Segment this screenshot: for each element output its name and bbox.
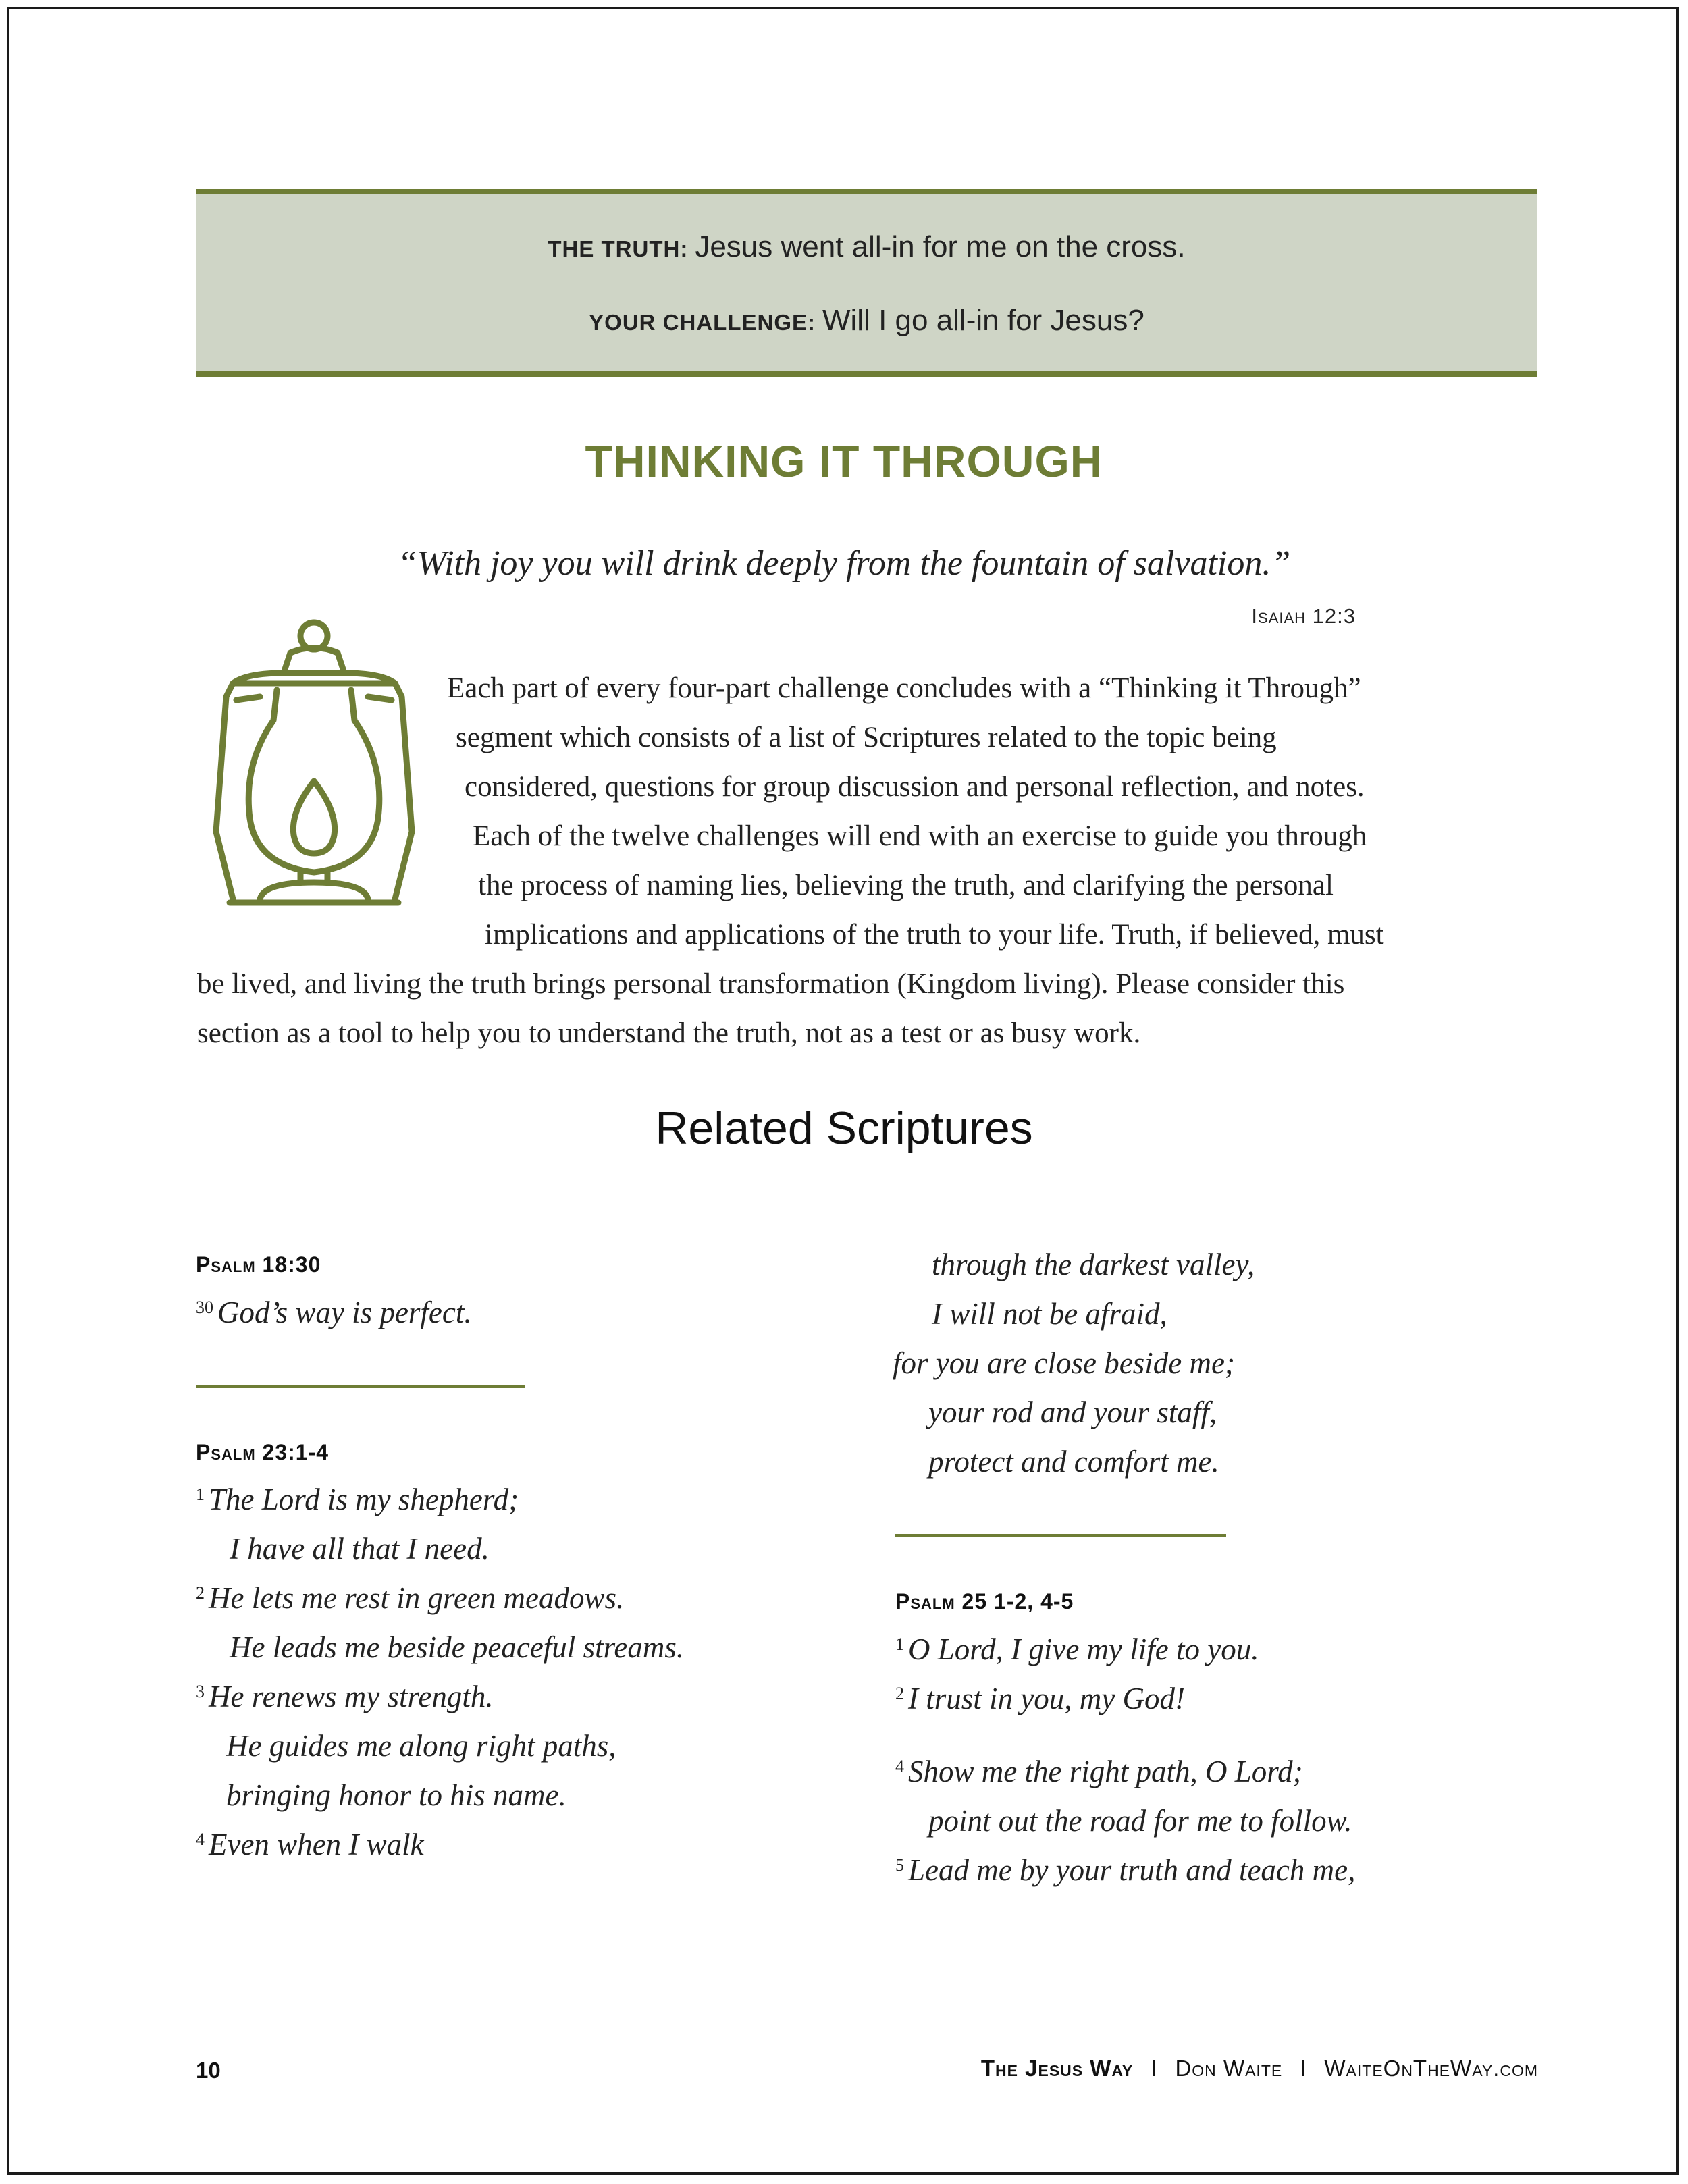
verse-text: Show me the right path, O Lord; — [908, 1755, 1303, 1788]
page-number: 10 — [196, 2058, 221, 2083]
intro-line: considered, questions for group discussion and personal reflection, and notes. — [465, 771, 1365, 803]
verse-line — [895, 1754, 1303, 1789]
lantern-icon — [196, 616, 432, 940]
verse-number: 2 — [895, 1684, 904, 1703]
verse-line: protect and comfort me. — [928, 1445, 1219, 1479]
section-heading: THINKING IT THROUGH — [585, 436, 1103, 486]
verse-number: 1 — [895, 1634, 904, 1654]
divider — [895, 1534, 1226, 1537]
challenge-label: YOUR CHALLENGE: — [589, 310, 816, 335]
verse-line: for you are close beside me; — [893, 1346, 1235, 1380]
verse-line: through the darkest valley, — [932, 1248, 1255, 1281]
verse-text: O Lord, I give my life to you. — [908, 1632, 1259, 1666]
intro-line: segment which consists of a list of Scriptures related to the topic being — [456, 722, 1277, 753]
quote-reference: Isaiah 12:3 — [1251, 604, 1356, 628]
psalm-25-reference: Psalm 25 1-2, 4-5 — [895, 1589, 1074, 1614]
divider — [196, 1385, 525, 1388]
verse-text: The Lord is my shepherd; — [209, 1483, 519, 1516]
verse-number: 5 — [895, 1855, 904, 1875]
verse-text: Even when I walk — [209, 1828, 424, 1861]
intro-line: implications and applications of the truth to your life. Truth, if believed, must — [485, 919, 1384, 951]
verse-number: 4 — [895, 1757, 904, 1776]
intro-line: Each of the twelve challenges will end with an exercise to guide you through — [473, 820, 1367, 852]
verse-line — [895, 1681, 1185, 1716]
verse-line — [895, 1632, 1259, 1667]
footer-separator: I — [1300, 2056, 1307, 2081]
verse-line — [196, 1482, 519, 1517]
book-title: The Jesus Way — [980, 2056, 1134, 2081]
truth-challenge-box — [196, 189, 1537, 377]
verse-text: I trust in you, my God! — [908, 1682, 1185, 1715]
truth-label: THE TRUTH: — [548, 236, 689, 261]
intro-line: Each part of every four-part challenge concludes with a “Thinking it Through” — [447, 672, 1361, 704]
scripture-quote: “With joy you will drink deeply from the fountain of salvation.” — [397, 544, 1291, 583]
verse-line — [196, 1580, 624, 1616]
verse-line — [196, 1827, 424, 1862]
related-scriptures-title: Related Scriptures — [655, 1102, 1033, 1154]
verse-line: I will not be afraid, — [932, 1297, 1167, 1331]
verse-line: I have all that I need. — [230, 1532, 490, 1566]
verse-line: He guides me along right paths, — [226, 1729, 616, 1763]
verse-line: He leads me beside peaceful streams. — [230, 1630, 685, 1664]
verse-text: Lead me by your truth and teach me, — [908, 1853, 1356, 1887]
psalm-23-reference: Psalm 23:1-4 — [196, 1440, 329, 1464]
truth-line — [196, 230, 1537, 264]
verse-text: God’s way is perfect. — [217, 1296, 472, 1329]
verse-number: 30 — [196, 1298, 213, 1317]
website-link[interactable]: WaiteOnTheWay.com — [1324, 2056, 1538, 2081]
verse-text: He lets me rest in green meadows. — [209, 1581, 625, 1615]
footer-credits — [981, 2056, 1538, 2081]
verse-number: 3 — [196, 1682, 205, 1701]
verse-line — [895, 1853, 1355, 1888]
psalm-18-reference: Psalm 18:30 — [196, 1252, 321, 1277]
verse-line: bringing honor to his name. — [226, 1778, 566, 1812]
intro-line: be lived, and living the truth brings personal transformation (Kingdom living). Please consider this — [197, 968, 1345, 1000]
truth-text: Jesus went all-in for me on the cross. — [695, 230, 1186, 263]
verse-number: 4 — [196, 1830, 205, 1849]
verse-number: 2 — [196, 1583, 205, 1603]
challenge-text: Will I go all-in for Jesus? — [822, 304, 1144, 337]
footer-separator: I — [1151, 2056, 1158, 2081]
verse-text: He renews my strength. — [209, 1680, 494, 1713]
verse-line — [196, 1295, 472, 1330]
verse-number: 1 — [196, 1485, 205, 1504]
intro-line: section as a tool to help you to understand the truth, not as a test or as busy work. — [197, 1017, 1141, 1049]
challenge-line — [196, 304, 1537, 338]
verse-line: your rod and your staff, — [928, 1395, 1217, 1429]
verse-line — [196, 1679, 494, 1714]
verse-line: point out the road for me to follow. — [928, 1804, 1352, 1838]
intro-line: the process of naming lies, believing the truth, and clarifying the personal — [478, 870, 1334, 901]
author-name: Don Waite — [1175, 2056, 1283, 2081]
